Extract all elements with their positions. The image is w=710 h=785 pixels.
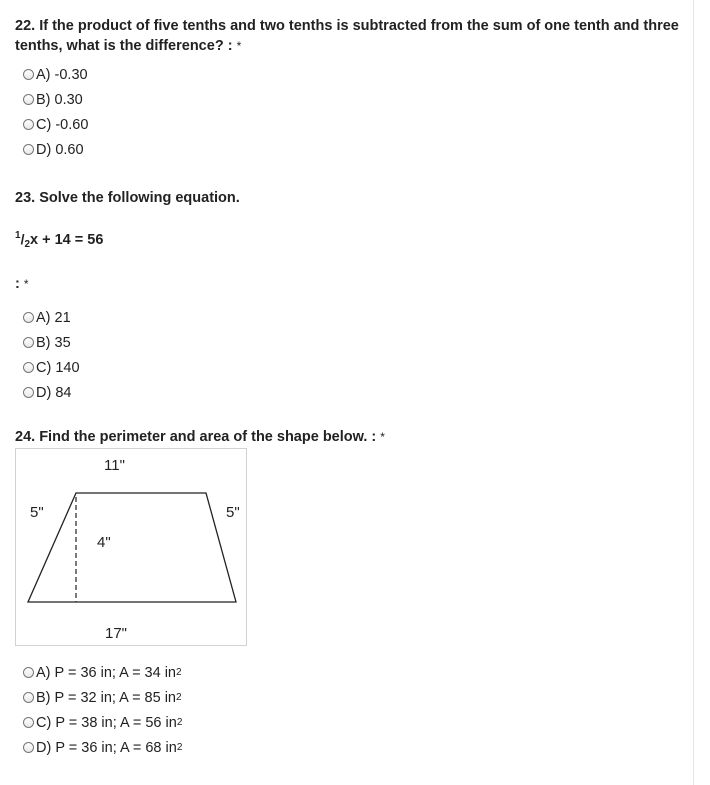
radio-button-icon[interactable] (23, 94, 34, 105)
radio-button-icon[interactable] (23, 387, 34, 398)
radio-button-icon[interactable] (23, 692, 34, 703)
option-label: A) -0.30 (36, 66, 88, 83)
question-22 (15, 16, 685, 162)
left-side-label: 5" (30, 504, 44, 521)
exponent: 2 (176, 667, 182, 678)
option-c[interactable] (23, 710, 182, 735)
option-a[interactable] (23, 305, 685, 330)
question-number: 22. (15, 18, 36, 34)
option-d[interactable] (23, 137, 685, 162)
trapezoid-shape (28, 493, 236, 602)
question-text: Solve the following equation. (39, 190, 240, 206)
required-asterisk: * (23, 277, 29, 291)
option-label: A) P = 36 in; A = 34 in (36, 664, 177, 681)
question-text: Find the perimeter and area of the shape below. : (39, 429, 377, 445)
option-b[interactable] (23, 87, 685, 112)
option-label: A) 21 (36, 309, 71, 326)
trapezoid-figure (15, 448, 247, 646)
top-length-label: 11" (104, 457, 125, 474)
option-b[interactable] (23, 330, 685, 355)
option-label: D) 84 (36, 384, 72, 401)
option-label: C) -0.60 (36, 116, 89, 133)
radio-button-icon[interactable] (23, 362, 34, 373)
fraction-denominator: 2 (24, 239, 31, 250)
answer-label: : (15, 276, 20, 292)
option-label: B) 35 (36, 334, 71, 351)
answer-options (23, 305, 685, 405)
option-d[interactable] (23, 735, 182, 760)
option-c[interactable] (23, 112, 685, 137)
radio-button-icon[interactable] (23, 667, 34, 678)
exponent: 2 (176, 742, 183, 753)
radio-button-icon[interactable] (23, 119, 34, 130)
fraction-slash: / (20, 231, 25, 247)
bottom-length-label: 17" (105, 625, 128, 642)
question-number: 24. (15, 429, 36, 445)
option-b[interactable] (23, 685, 182, 710)
exponent: 2 (176, 692, 182, 703)
equation (15, 230, 685, 250)
radio-button-icon[interactable] (23, 69, 34, 80)
trapezoid-diagram (16, 449, 246, 645)
option-a[interactable] (23, 660, 182, 685)
question-text: If the product of five tenths and two tenths is subtracted from the sum of one tenth and three tenths, what is the difference? : (15, 18, 679, 54)
equation-rest: x + 14 = 56 (30, 232, 104, 248)
answer-prompt (15, 274, 685, 294)
option-label: B) 0.30 (36, 91, 83, 108)
page-right-border (693, 0, 694, 785)
required-asterisk: * (236, 39, 242, 53)
radio-button-icon[interactable] (23, 717, 34, 728)
radio-button-icon[interactable] (23, 337, 34, 348)
question-number: 23. (15, 190, 36, 206)
radio-button-icon[interactable] (23, 742, 34, 753)
question-23 (15, 188, 685, 405)
question-22-title (15, 16, 685, 56)
required-asterisk: * (380, 430, 385, 444)
height-label: 4" (97, 534, 111, 551)
answer-options (23, 62, 685, 162)
option-c[interactable] (23, 355, 685, 380)
option-d[interactable] (23, 380, 685, 405)
option-label: D) P = 36 in; A = 68 in (36, 739, 177, 756)
option-a[interactable] (23, 62, 685, 87)
question-23-title (15, 188, 685, 208)
radio-button-icon[interactable] (23, 144, 34, 155)
right-side-label: 5" (226, 504, 240, 521)
question-24-title (15, 427, 685, 447)
exponent: 2 (176, 717, 183, 728)
answer-options (23, 660, 182, 760)
option-label: C) P = 38 in; A = 56 in (36, 714, 177, 731)
option-label: B) P = 32 in; A = 85 in (36, 689, 177, 706)
question-24 (15, 427, 685, 447)
fraction-numerator: 1 (15, 230, 21, 241)
option-label: D) 0.60 (36, 141, 84, 158)
radio-button-icon[interactable] (23, 312, 34, 323)
option-label: C) 140 (36, 359, 80, 376)
